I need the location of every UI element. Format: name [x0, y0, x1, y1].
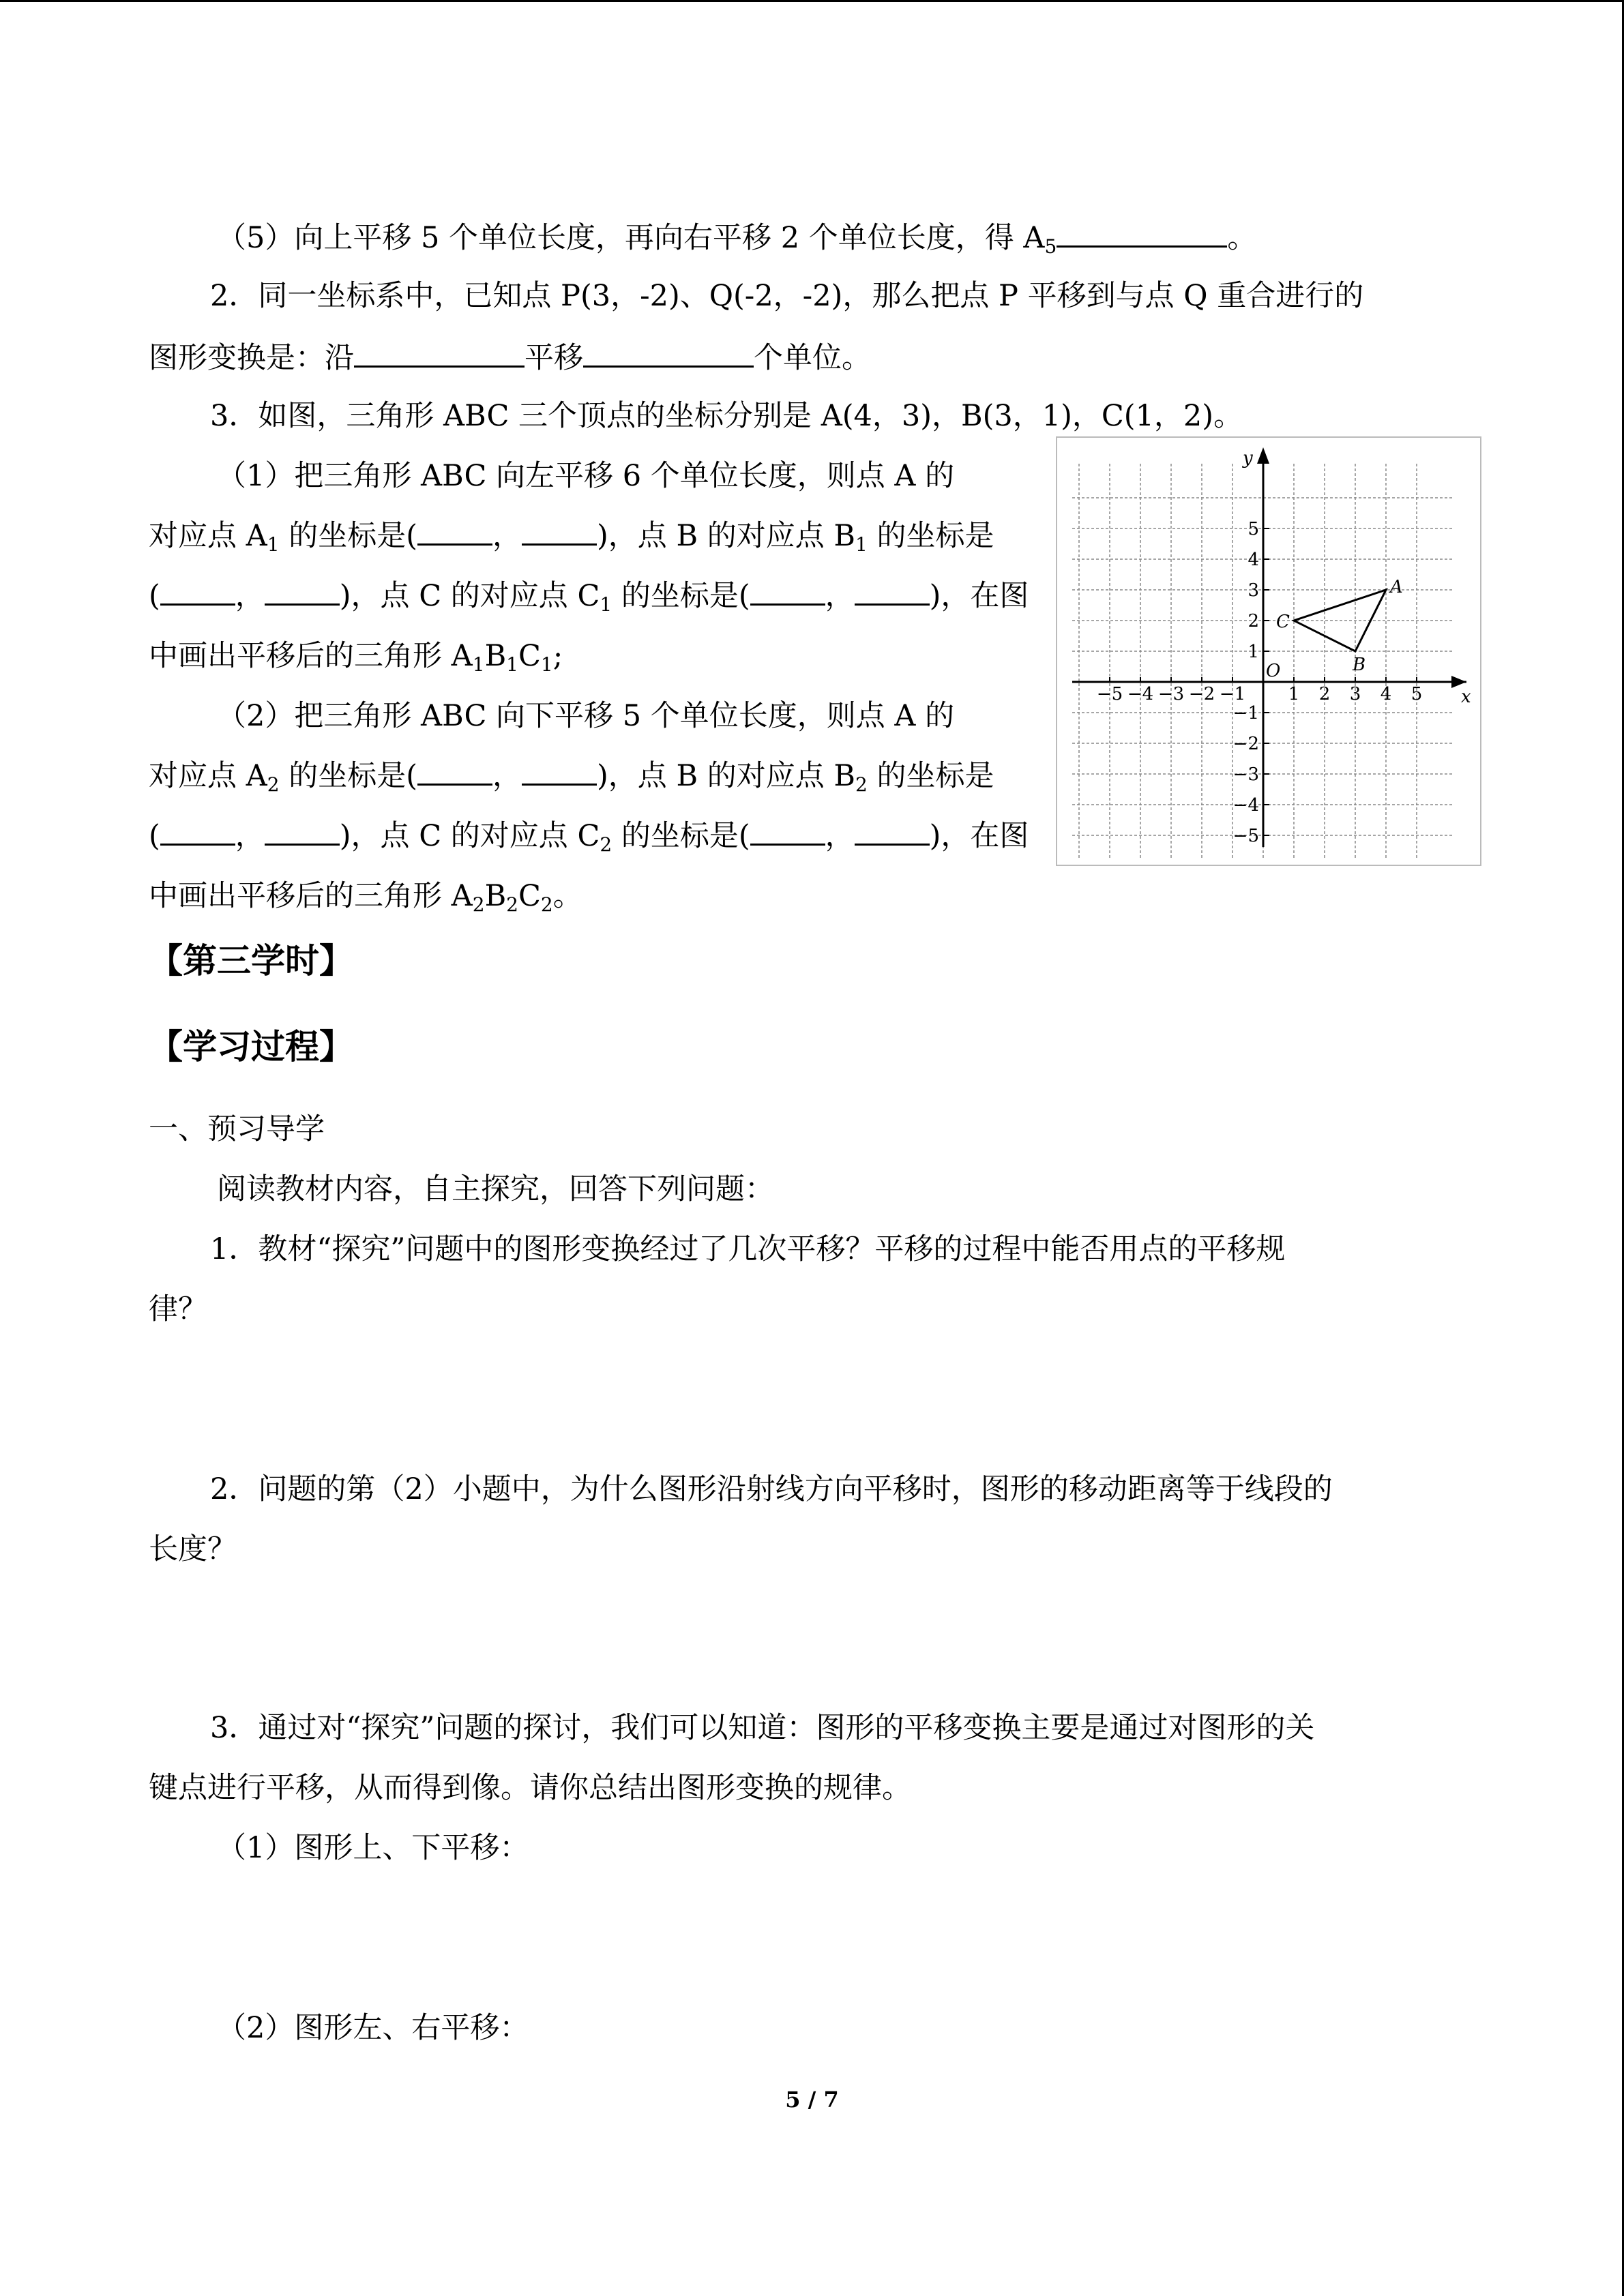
x-tick-label: 2	[1318, 684, 1331, 704]
q1-item-5	[217, 215, 1256, 258]
q3-text: B	[484, 639, 507, 673]
answer-blank[interactable]	[265, 816, 340, 846]
q3-text: )，在图	[929, 819, 1029, 853]
q2-text-c: 个单位。	[754, 341, 871, 375]
y-tick-label: 1	[1247, 642, 1259, 662]
point-b-label: B	[1353, 655, 1366, 675]
q3-p2-line-4	[149, 876, 582, 916]
y-tick-label: −1	[1232, 703, 1259, 724]
page-border-top	[0, 0, 1624, 2]
subscript: 1	[855, 533, 868, 556]
x-tick-label: 5	[1411, 684, 1423, 704]
q3-text: B	[484, 879, 507, 913]
q3-text: ;	[552, 639, 563, 673]
subscript: 1	[472, 653, 485, 676]
tick-labels	[1097, 448, 1471, 846]
q1-5-subscript: 5	[1044, 235, 1057, 258]
q3-text: )，点 C 的对应点 C	[339, 579, 600, 613]
origin-label: O	[1266, 661, 1281, 681]
x-tick-label: −2	[1188, 684, 1215, 704]
part1-q3-line-1: 3．通过对“探究”问题的探讨，我们可以知道：图形的平移变换主要是通过对图形的关	[210, 1711, 1315, 1745]
part1-q1-line-1: 1．教材“探究”问题中的图形变换经过了几次平移？平移的过程中能否用点的平移规	[210, 1232, 1286, 1266]
subscript: 2	[506, 893, 518, 916]
direction-blank[interactable]	[354, 336, 525, 368]
y-tick-label: 3	[1247, 580, 1259, 601]
y-axis-arrow	[1257, 447, 1269, 464]
answer-blank[interactable]	[265, 576, 340, 606]
part1-q2-line-1: 2．问题的第（2）小题中，为什么图形沿射线方向平移时，图形的移动距离等于线段的	[210, 1472, 1333, 1506]
q3-text: (	[149, 579, 160, 613]
page-number: 5 / 7	[785, 2087, 839, 2113]
subscript: 2	[540, 893, 553, 916]
q3-text: 的坐标是(	[612, 819, 750, 853]
q3-text: 中画出平移后的三角形 A	[149, 879, 473, 913]
process-title: 【学习过程】	[149, 1027, 353, 1067]
q3-text: )，点 B 的对应点 B	[597, 759, 855, 793]
q3-text: 。	[552, 879, 582, 913]
part1-title: 一、预习导学	[149, 1112, 325, 1146]
y-tick-label: 2	[1247, 611, 1259, 631]
subscript: 1	[506, 653, 518, 676]
q3-text: )，点 C 的对应点 C	[339, 819, 600, 853]
q3-text: ，	[235, 579, 265, 613]
answer-blank[interactable]	[417, 516, 492, 546]
answer-blank[interactable]	[750, 576, 825, 606]
q2-text-a: 图形变换是：沿	[149, 341, 354, 375]
subscript: 2	[855, 773, 868, 796]
x-tick-label: 4	[1380, 684, 1392, 704]
answer-blank[interactable]	[750, 816, 825, 846]
q3-p2-line-1: （2）把三角形 ABC 向下平移 5 个单位长度，则点 A 的	[217, 699, 955, 733]
q2-line-1: 2．同一坐标系中，已知点 P(3，-2)、Q(-2，-2)，那么把点 P 平移到与点 Q 重合进行的	[210, 279, 1364, 313]
subscript: 1	[600, 593, 612, 616]
coordinate-figure	[1056, 436, 1481, 866]
y-tick-label: −3	[1232, 764, 1259, 785]
answer-blank[interactable]	[855, 576, 930, 606]
x-axis-label: x	[1461, 687, 1471, 707]
q3-p1-line-1: （1）把三角形 ABC 向左平移 6 个单位长度，则点 A 的	[217, 459, 955, 493]
q3-p1-line-2	[149, 516, 994, 556]
q3-text: 中画出平移后的三角形 A	[149, 639, 473, 673]
answer-blank[interactable]	[160, 576, 235, 606]
q3-p1-line-3	[149, 576, 1029, 616]
q3-text: )，点 B 的对应点 B	[597, 519, 855, 553]
q3-text: ，	[492, 519, 522, 553]
x-tick-label: 3	[1349, 684, 1361, 704]
answer-blank[interactable]	[522, 516, 597, 546]
subscript: 2	[472, 893, 485, 916]
part1-q2-line-2: 长度？	[149, 1532, 237, 1566]
y-tick-label: −5	[1232, 826, 1259, 846]
answer-blank[interactable]	[522, 756, 597, 786]
y-axis-label: y	[1243, 448, 1253, 468]
part1-q3-line-2: 键点进行平移，从而得到像。请你总结出图形变换的规律。	[149, 1771, 911, 1805]
part1-intro: 阅读教材内容，自主探究，回答下列问题：	[217, 1172, 774, 1206]
axes	[1072, 447, 1466, 847]
point-a-label: A	[1390, 577, 1403, 597]
q3-text: 的坐标是(	[612, 579, 750, 613]
section-title: 【第三学时】	[149, 941, 353, 981]
answer-blank[interactable]	[417, 756, 492, 786]
q3-p2-line-2	[149, 756, 994, 796]
point-c-label: C	[1276, 612, 1290, 632]
part1-q3-sub-1: （1）图形上、下平移：	[217, 1831, 529, 1865]
part1-q1-line-2: 律？	[149, 1292, 207, 1326]
q3-text: 的坐标是	[867, 519, 994, 553]
x-tick-label: −4	[1127, 684, 1154, 704]
q3-text: ，	[825, 579, 855, 613]
q3-text: ，	[235, 819, 265, 853]
part1-q3-sub-2: （2）图形左、右平移：	[217, 2011, 529, 2045]
q3-text: 的坐标是(	[279, 519, 418, 553]
q3-text: ，	[825, 819, 855, 853]
q3-text: 对应点 A	[149, 519, 267, 553]
q3-p1-line-4	[149, 636, 563, 676]
x-tick-label: 1	[1288, 684, 1300, 704]
subscript: 2	[600, 833, 612, 856]
y-tick-label: −4	[1232, 795, 1259, 816]
triangle-abc	[1276, 577, 1403, 675]
coordinate-grid	[1057, 438, 1480, 865]
q3-p2-line-3	[149, 816, 1029, 856]
y-tick-label: −2	[1232, 734, 1259, 754]
q1-5-text: （5）向上平移 5 个单位长度，再向右平移 2 个单位长度，得 A	[217, 221, 1045, 255]
q3-text: C	[518, 879, 541, 913]
q3-text: ，	[492, 759, 522, 793]
subscript: 1	[267, 533, 280, 556]
q3-text: 对应点 A	[149, 759, 267, 793]
subscript: 2	[267, 773, 280, 796]
x-tick-label: −1	[1219, 684, 1246, 704]
q2-line-2	[149, 336, 871, 378]
x-tick-label: −3	[1157, 684, 1185, 704]
answer-blank[interactable]	[1057, 215, 1227, 248]
q2-text-b: 平移	[525, 341, 583, 375]
q3-text: (	[149, 819, 160, 853]
units-blank[interactable]	[583, 336, 754, 368]
q3-text: 的坐标是(	[279, 759, 418, 793]
answer-blank[interactable]	[855, 816, 930, 846]
q3-text: C	[518, 639, 541, 673]
x-tick-label: −5	[1096, 684, 1123, 704]
subscript: 1	[540, 653, 553, 676]
q3-text: 的坐标是	[867, 759, 994, 793]
q3-text: )，在图	[929, 579, 1029, 613]
answer-blank[interactable]	[160, 816, 235, 846]
q3-intro: 3．如图，三角形 ABC 三个顶点的坐标分别是 A(4，3)，B(3，1)，C(1，2)。	[210, 399, 1243, 433]
q1-5-suffix: 。	[1227, 221, 1257, 255]
y-tick-label: 5	[1247, 519, 1259, 539]
y-tick-label: 4	[1247, 550, 1259, 570]
